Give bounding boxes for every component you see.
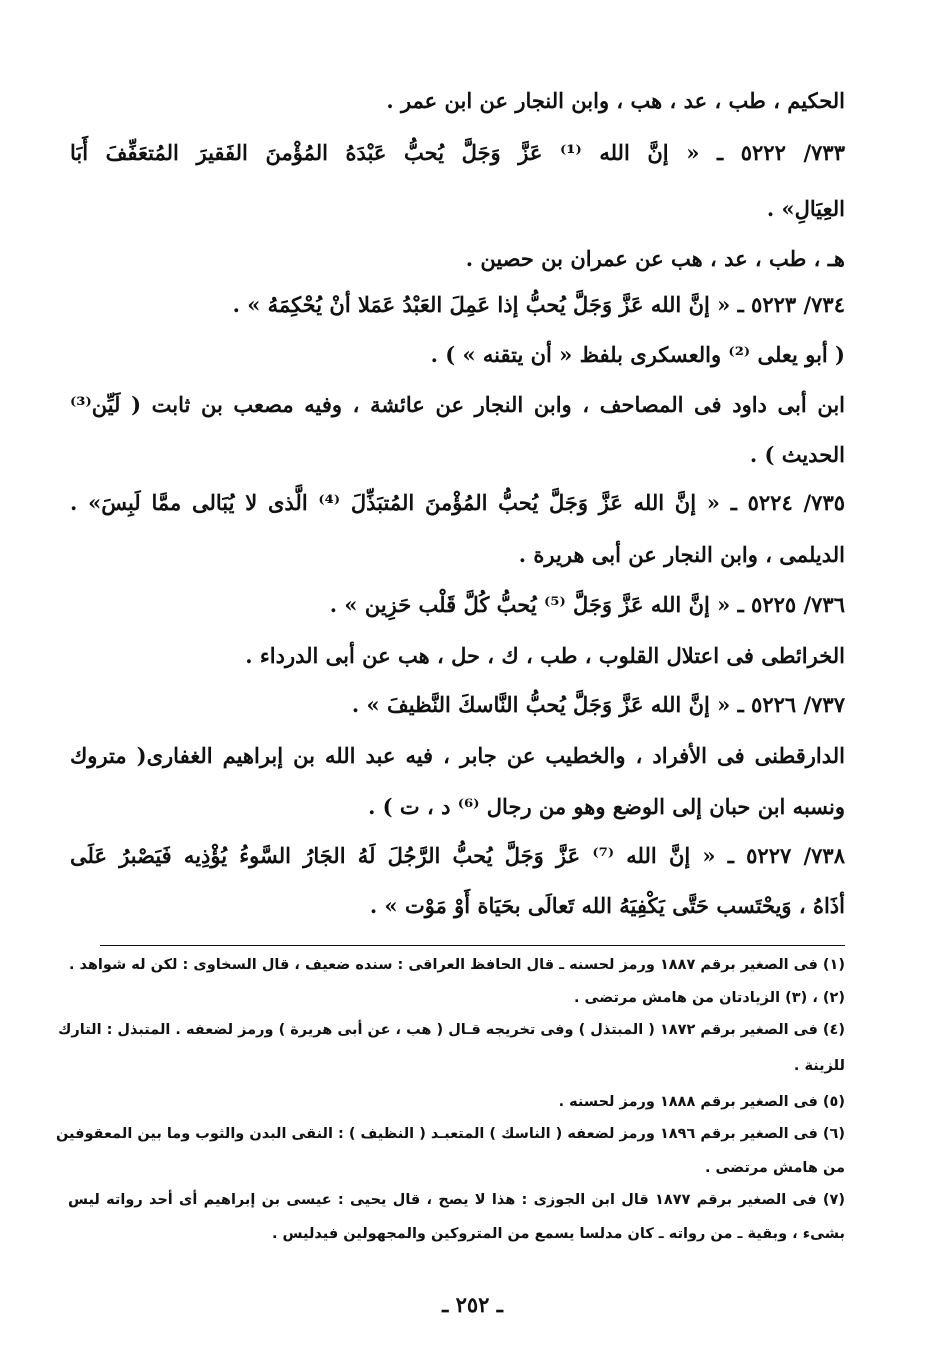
- hadith-line: ٧٣٥/ ٥٢٢٤ ـ « إنَّ الله عَزَّ وَجَلَّ يُحبُّ المُؤْمنَ المُتبَذِّلَ ⁽⁴⁾ الَّذى لا يُبَالى ممَّا لَبِسَ» .: [70, 490, 846, 515]
- source-line: الحكيم ، طب ، عد ، هب ، وابن النجار عن ابن عمر .: [386, 88, 845, 113]
- source-line: هـ ، طب ، عد ، هب عن عمران بن حصين .: [465, 246, 845, 271]
- hadith-line: ٧٣٧/ ٥٢٢٦ ـ « إنَّ الله عَزَّ وَجَلَّ يُحبُّ النَّاسكَ النَّظيفَ » .: [351, 692, 845, 717]
- footnote-line: للزينة .: [793, 1058, 845, 1074]
- hadith-line: ٧٣٣/ ٥٢٢٢ ـ « إنَّ الله ⁽¹⁾ عَزَّ وَجَلَّ يُحبُّ عَبْدَهُ المُؤْمنَ الفَقيرَ المُتعَفِّفَ أَبَا: [70, 140, 845, 165]
- source-line: الخرائطى فى اعتلال القلوب ، طب ، ك ، حل ، هب عن أبى الدرداء .: [245, 643, 845, 668]
- hadith-line: العِيَالِ» .: [766, 196, 845, 221]
- footnote-line: بشىء ، وبقية ـ من رواته ـ كان مدلسا يسمع من المتروكين والمجهولين فيدليس .: [272, 1226, 845, 1242]
- footnote-line: (٦) فى الصغير برقم ١٨٩٦ ورمز لضعفه ( الناسك ) المتعبـد ( النظيف ) : النقى البدن والثوب وما بين المعقوفين: [56, 1126, 845, 1142]
- footnote-line: (١) فى الصغير برقم ١٨٨٧ ورمز لحسنه ـ قال الحافظ العراقى : سنده ضعيف ، قال السخاوى : لكن له شواهد .: [68, 957, 845, 973]
- page-number: ـ ٢٥٢ ـ: [442, 1292, 503, 1317]
- source-line: الحديث ) .: [749, 442, 845, 467]
- source-line: ( أبو يعلى ⁽²⁾ والعسكرى بلفظ « أن يتقنه » ) .: [430, 342, 845, 367]
- source-line: ابن أبى داود فى المصاحف ، وابن النجار عن عائشة ، وفيه مصعب بن ثابت ( لَيِّن⁽³⁾: [70, 392, 845, 417]
- footnote-line: (٢) ، (٣) الزيادتان من هامش مرتضى .: [573, 990, 845, 1006]
- source-line: ونسبه ابن حبان إلى الوضع وهو من رجال ⁽⁶⁾ د ، ت ) .: [368, 794, 845, 819]
- footnote-line: (٤) فى الصغير برقم ١٨٧٢ ( المبتذل ) وفى تخريجه قـال ( هب ، عن أبى هريرة ) ورمز لضعفه . المتبذل : التارك: [58, 1022, 845, 1038]
- hadith-line: ٧٣٤/ ٥٢٢٣ ـ « إنَّ الله عَزَّ وَجَلَّ يُحبُّ إذا عَمِلَ العَبْدُ عَمَلا أنْ يُحْكِمَهُ » .: [232, 292, 845, 317]
- footnote-line: (٧) فى الصغير برقم ١٨٧٧ قال ابن الجوزى : هذا لا يصح ، قال يحيى : عيسى بن إبراهيم أى أحد رواته ليس: [68, 1192, 846, 1208]
- source-line: الدارقطنى فى الأفراد ، والخطيب عن جابر ، فيه عبد الله بن إبراهيم الغفارى( متروك: [70, 743, 845, 768]
- footnote-divider: [100, 945, 845, 946]
- footnote-line: (٥) فى الصغير برقم ١٨٨٨ ورمز لحسنه .: [558, 1094, 845, 1110]
- source-line: الديلمى ، وابن النجار عن أبى هريرة .: [518, 542, 845, 567]
- footnote-line: من هامش مرتضى .: [704, 1160, 845, 1176]
- hadith-line: ٧٣٦/ ٥٢٢٥ ـ « إنَّ الله عَزَّ وَجَلَّ ⁽⁵⁾ يُحبُّ كُلَّ قَلْب حَزِين » .: [329, 592, 845, 617]
- hadith-line: أذَاهُ ، وَيحْتَسب حَتَّى يَكْفِيَهُ الله تَعالَى بحَيَاة أَوْ مَوْت » .: [369, 893, 845, 918]
- hadith-line: ٧٣٨/ ٥٢٢٧ ـ « إنَّ الله ⁽⁷⁾ عَزَّ وَجَلَّ يُحبُّ الرَّجُلَ لَهُ الجَارُ السَّوءُ يُؤْذِيه فَيَصْبرُ عَلَى: [70, 843, 845, 868]
